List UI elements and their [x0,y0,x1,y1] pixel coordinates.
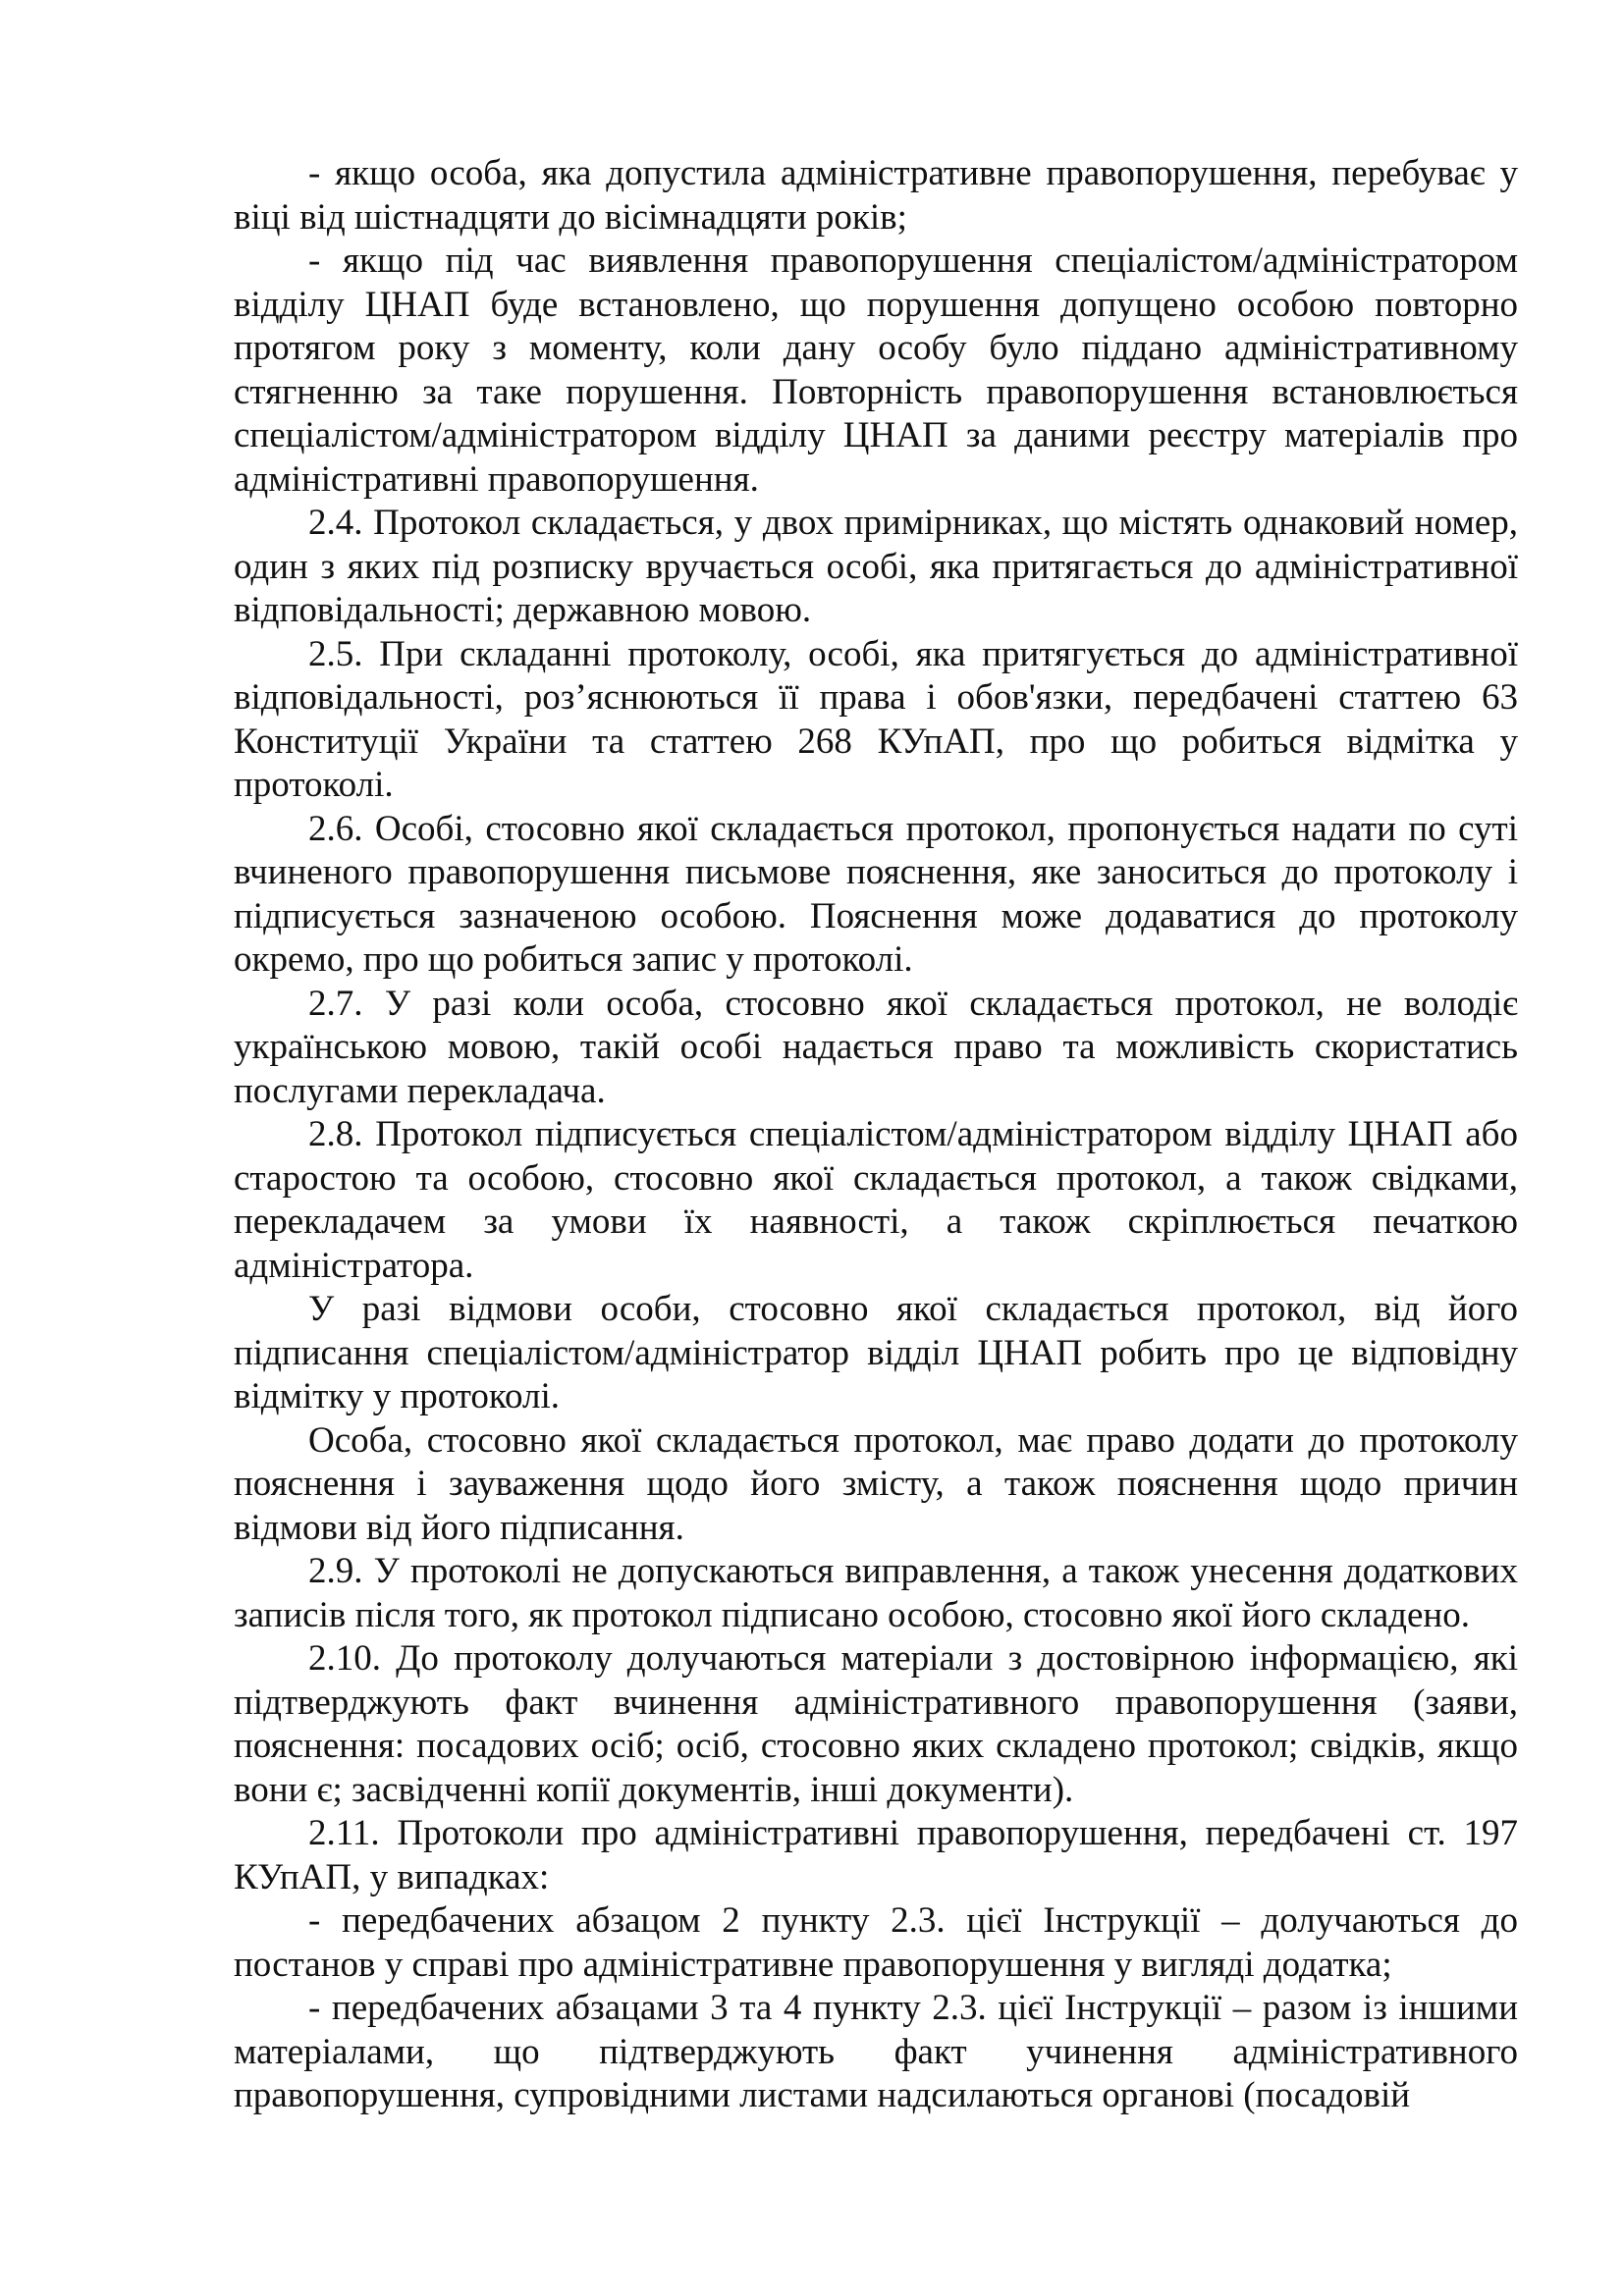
paragraph-2-11-case-2: - передбачених абзацами 3 та 4 пункту 2.3. цієї Інструкції – разом із іншими матеріалами, що підтверджують факт учинення адміністративного правопорушення, супровідними листами надсилаються органові (посадовій [234,1988,1518,2115]
document-body [234,152,1518,2118]
paragraph-refusal-to-sign: У разі відмови особи, стосовно якої складається протокол, від його підписання спеціалістом/адміністратор відділ ЦНАП робить про це відповідну відмітку у протоколі. [234,1289,1518,1416]
paragraph-2-11-case-1: - передбачених абзацом 2 пункту 2.3. цієї Інструкції – долучаються до постанов у справі про адміністративне правопорушення у вигляді додатка; [234,1900,1518,1985]
paragraph-2-11: 2.11. Протоколи про адміністративні правопорушення, передбачені ст. 197 КУпАП, у випадках: [234,1813,1518,1897]
paragraph-2-8: 2.8. Протокол підписується спеціалістом/адміністратором відділу ЦНАП або старостою та особою, стосовно якої складається протокол, а також свідками, перекладачем за умови їх наявності, а також скріплюється печаткою адміністратора. [234,1114,1518,1286]
paragraph-2-5: 2.5. При складанні протоколу, особі, яка притягується до адміністративної відповідальності, роз’яснюються її права і обов'язки, передбачені статтею 63 Конституції України та статтею 268 КУпАП, про що робиться відмітка у протоколі. [234,633,1518,805]
paragraph-repeat-offense: - якщо під час виявлення правопорушення спеціалістом/адміністратором відділу ЦНАП буде встановлено, що порушення допущено особою повторно протягом року з моменту, коли дану особу було піддано адміністративному стягненню за таке порушення. Повторність правопорушення встановлюється спеціалістом/адміністратором відділу ЦНАП за даними реєстру матеріалів про адміністративні правопорушення. [234,240,1518,500]
paragraph-right-to-add: Особа, стосовно якої складається протокол, має право додати до протоколу пояснення і зауваження щодо його змісту, а також пояснення щодо причин відмови від його підписання. [234,1419,1518,1548]
paragraph-age-condition: - якщо особа, яка допустила адміністративне правопорушення, перебуває у віці від шістнадцяти до вісімнадцяти років; [234,153,1518,238]
paragraph-2-10: 2.10. До протоколу долучаються матеріали з достовірною інформацією, які підтверджують факт вчинення адміністративного правопорушення (заяви, пояснення: посадових осіб; осіб, стосовно яких складено протокол; свідків, якщо вони є; засвідченні копії документів, інші документи). [234,1638,1518,1810]
paragraph-2-6: 2.6. Особі, стосовно якої складається протокол, пропонується надати по суті вчиненого правопорушення письмове пояснення, яке заноситься до протоколу і підписується зазначеною особою. Пояснення може додаватися до протоколу окремо, про що робиться запис у протоколі. [234,808,1518,980]
paragraph-2-7: 2.7. У разі коли особа, стосовно якої складається протокол, не володіє українською мовою, такій особі надається право та можливість скористатись послугами перекладача. [234,983,1518,1111]
paragraph-2-9: 2.9. У протоколі не допускаються виправлення, а також унесення додаткових записів після того, як протокол підписано особою, стосовно якої його складено. [234,1551,1518,1635]
paragraph-2-4: 2.4. Протокол складається, у двох примірниках, що містять однаковий номер, один з яких під розписку вручається особі, яка притягається до адміністративної відповідальності; державною мовою. [234,503,1518,630]
